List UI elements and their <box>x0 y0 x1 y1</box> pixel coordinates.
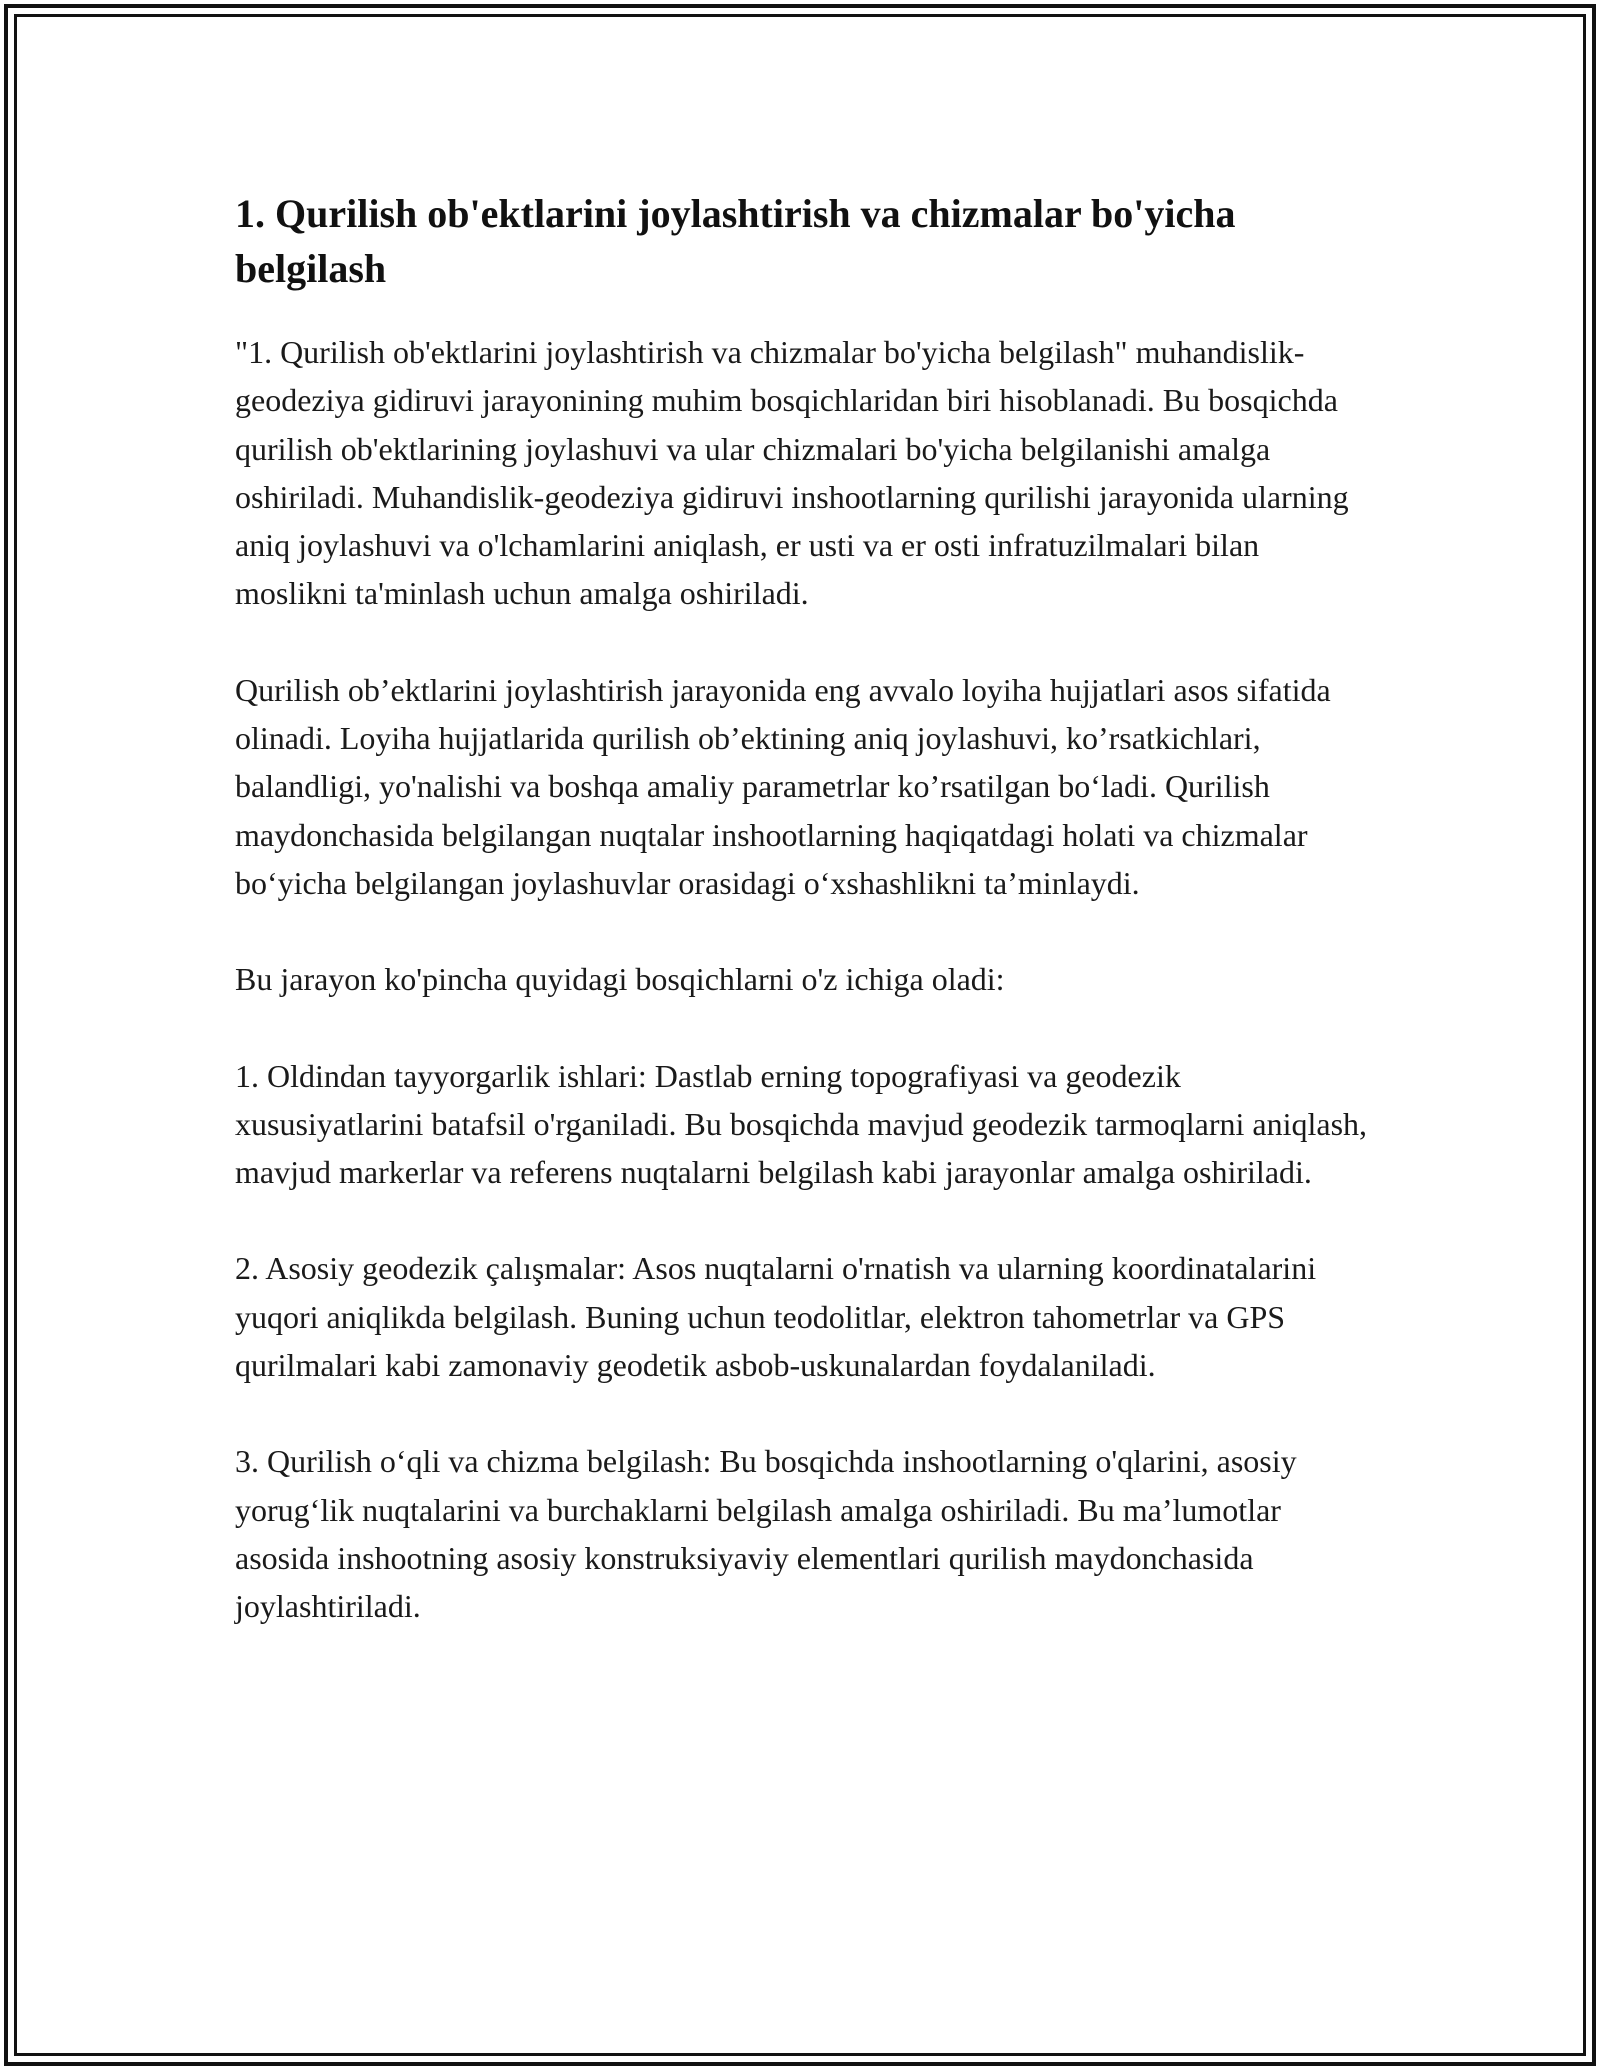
paragraph-stages-intro: Bu jarayon ko'pincha quyidagi bosqichlarni o'z ichiga oladi: <box>235 961 1005 998</box>
paragraph-stage-2: 2. Asosiy geodezik çalışmalar: Asos nuqtalarni o'rnatish va ularning koordinatalarini yuqori aniqlikda belgilash. Buning uchun teodolitlar, elektron tahometrlar va GPS qurilmalari kabi zamonaviy geodetik asbob-uskunalardan foydalaniladi. <box>235 1250 1317 1384</box>
paragraph-placement: Qurilish ob’ektlarini joylashtirish jarayonida eng avvalo loyiha hujjatlari asos sifatida olinadi. Loyiha hujjatlarida qurilish ob’ektining aniq joylashuvi, ko’rsatkichlari, balandligi, yo'nalishi va boshqa amaliy parametrlar ko’rsatilgan bo‘ladi. Qurilish maydonchasida belgilangan nuqtalar inshootlarning haqiqatdagi holati va chizmalar bo‘yicha belgilangan joylashuvlar orasidagi o‘xshashlikni ta’minlaydi. <box>235 671 1331 901</box>
paragraph-stage-1: 1. Oldindan tayyorgarlik ishlari: Dastlab erning topografiyasi va geodezik xususiyatlarini batafsil o'rganiladi. Bu bosqichda mavjud geodezik tarmoqlarni aniqlash, mavjud markerlar va referens nuqtalarni belgilash kabi jarayonlar amalga oshiriladi. <box>235 1057 1368 1191</box>
paragraph-stage-3: 3. Qurilish o‘qli va chizma belgilash: Bu bosqichda inshootlarning o'qlarini, asosiy yorug‘lik nuqtalarini va burchaklarni belgilash amalga oshiriladi. Bu ma’lumotlar asosida inshootning asosiy konstruksiyaviy elementlari qurilish maydonchasida joylashtiriladi. <box>235 1443 1297 1625</box>
document-body <box>235 186 1375 1679</box>
paragraph-intro: "1. Qurilish ob'ektlarini joylashtirish va chizmalar bo'yicha belgilash" muhandislik-geodeziya gidiruvi jarayonining muhim bosqichlaridan biri hisoblanadi. Bu bosqichda qurilish ob'ektlarining joylashuvi va ular chizmalari bo'yicha belgilanishi amalga oshiriladi. Muhandislik-geodeziya gidiruvi inshootlarning qurilishi jarayonida ularning aniq joylashuvi va o'lchamlarini aniqlash, er usti va er osti infratuzilmalari bilan moslikni ta'minlash uchun amalga oshiriladi. <box>235 334 1349 612</box>
section-title: 1. Qurilish ob'ektlarini joylashtirish va chizmalar bo'yicha belgilash <box>235 191 1236 291</box>
